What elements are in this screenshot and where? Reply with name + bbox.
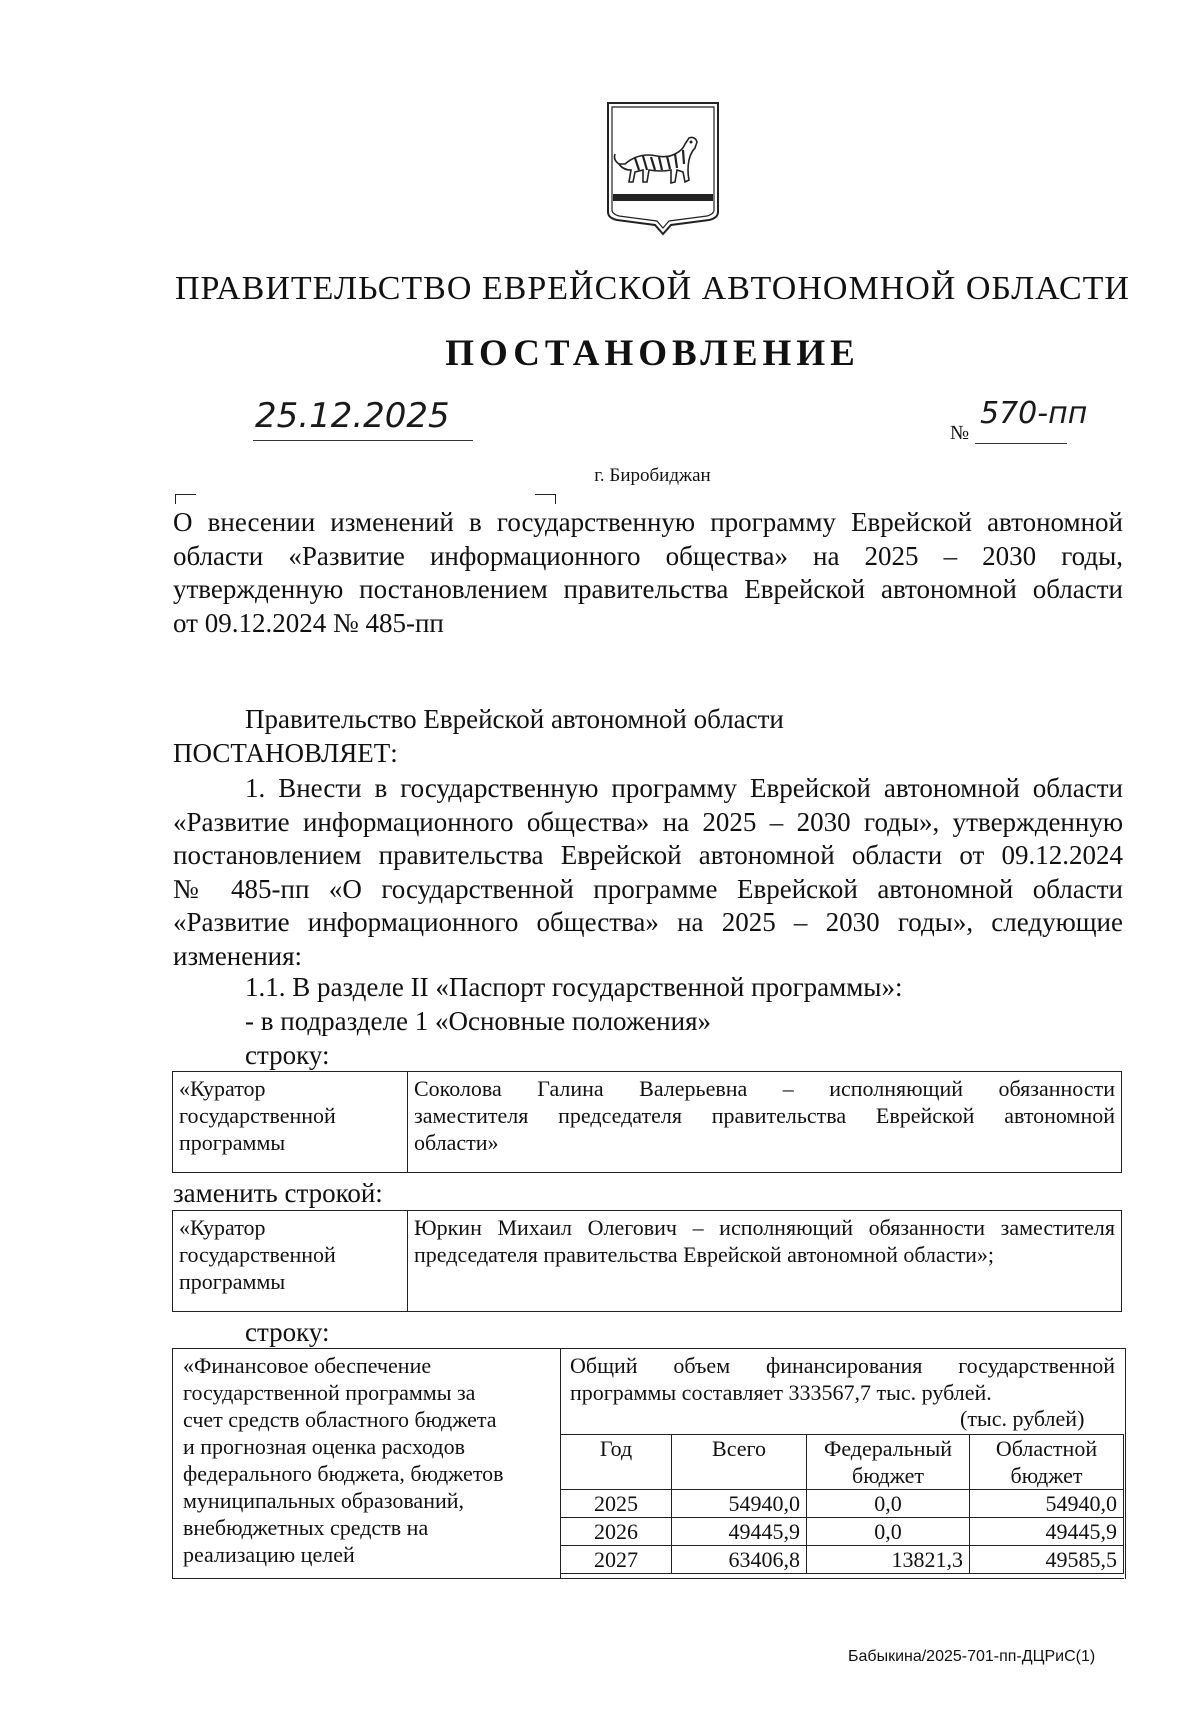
cell-year: 2025 (561, 1490, 672, 1518)
paragraph-line: № 485-пп «О государственной программе Еврейской автономной области (173, 873, 1123, 904)
header-regional: Областной бюджет (970, 1435, 1124, 1490)
cell-line: председателя правительства Еврейской автономной области»; (414, 1242, 995, 1267)
financing-bottom-border (172, 1578, 1124, 1579)
cell-regional: 49445,9 (970, 1518, 1124, 1546)
subject-bracket-left (175, 494, 196, 504)
document-subject (173, 506, 1123, 640)
subject-line: от 09.12.2024 № 485-пп (173, 607, 444, 638)
date-underline (253, 440, 473, 441)
table-cell: «Куратор государственной программы (173, 1072, 408, 1173)
subject-line: О внесении изменений в государственную программу Еврейской автономной (173, 507, 1123, 537)
paragraph-line: постановлением правительства Еврейской автономной области от 09.12.2024 (173, 840, 1123, 870)
cell-federal: 0,0 (807, 1518, 970, 1546)
cell-line: заместителя председателя правительства Еврейской автономной (414, 1103, 1115, 1128)
table-cell (408, 1072, 1122, 1173)
financing-label-line: «Финансовое обеспечение (183, 1353, 432, 1378)
footer-code: Бабыкина/2025-701-пп-ДЦРиС(1) (848, 1648, 1096, 1665)
cell-total: 54940,0 (672, 1490, 807, 1518)
paragraph-1 (173, 772, 1123, 973)
cell-federal: 0,0 (807, 1490, 970, 1518)
new-curator-table (172, 1210, 1122, 1312)
resolves-heading: ПОСТАНОВЛЯЕТ: (173, 738, 398, 768)
city: г. Биробиджан (594, 465, 711, 486)
financing-label (183, 1352, 543, 1568)
coat-of-arms-emblem (605, 100, 721, 238)
government-name: Правительство Еврейской автономной области (245, 704, 784, 734)
cell-regional: 49585,5 (970, 1546, 1124, 1574)
cell-total: 63406,8 (672, 1546, 807, 1574)
financing-years-table (560, 1434, 1124, 1574)
cell-regional: 54940,0 (970, 1490, 1124, 1518)
table-header-row (561, 1435, 1124, 1490)
paragraph-line: изменения: (173, 940, 303, 971)
handwritten-date: 25.12.2025 (255, 396, 450, 436)
table-cell: «Куратор государственной программы (173, 1211, 408, 1312)
row-label-2: строку: (245, 1317, 330, 1347)
financing-label-line: муниципальных образований, (183, 1488, 465, 1513)
paragraph-1-1-subsection: - в подразделе 1 «Основные положения» (245, 1006, 711, 1036)
subject-line: области «Развитие информационного общества» на 2025 – 2030 годы, (173, 540, 1123, 571)
table-row (173, 1072, 1122, 1173)
financing-label-line: счет средств областного бюджета (183, 1407, 497, 1432)
row-label: строку: (245, 1040, 330, 1070)
financing-label-line: и прогнозная оценка расходов (183, 1434, 465, 1459)
subject-bracket-right (535, 494, 556, 504)
cell-line: Соколова Галина Валерьевна – исполняющий обязанности (414, 1076, 1115, 1101)
cell-federal: 13821,3 (807, 1546, 970, 1574)
cell-year: 2027 (561, 1546, 672, 1574)
old-curator-table (172, 1071, 1122, 1173)
subject-line: утвержденную постановлением правительства Еврейской автономной области (173, 574, 1123, 604)
cell-year: 2026 (561, 1518, 672, 1546)
financing-label-line: реализацию целей (183, 1542, 355, 1567)
financing-unit: (тыс. рублей) (960, 1406, 1085, 1431)
financing-total (570, 1352, 1115, 1406)
tiger-icon (615, 138, 698, 184)
replace-label: заменить строкой: (173, 1178, 383, 1208)
paragraph-line: 1. Внести в государственную программу Еврейской автономной области (245, 773, 1123, 803)
cell-line: Юркин Михаил Олегович – исполняющий обязанности заместителя (414, 1215, 1115, 1240)
financing-total-line: Общий объем финансирования государственной (570, 1353, 1115, 1378)
handwritten-number: 570-пп (980, 396, 1088, 431)
header-total: Всего (672, 1435, 807, 1490)
financing-label-line: государственной программы за (183, 1380, 476, 1405)
document-type-title: ПОСТАНОВЛЕНИЕ (445, 333, 860, 374)
financing-label-line: внебюджетных средств на (183, 1515, 429, 1540)
paragraph-line: «Развитие информационного общества» на 2025 – 2030 годы», утвержденную (173, 806, 1123, 837)
number-label: № (950, 422, 970, 444)
financing-label-line: федерального бюджета, бюджетов (183, 1461, 504, 1486)
header-federal: Федеральный бюджет (807, 1435, 970, 1490)
table-row (561, 1490, 1124, 1518)
paragraph-1-1: 1.1. В разделе II «Паспорт государственной программы»: (245, 972, 903, 1002)
table-cell (408, 1211, 1122, 1312)
financing-total-line: программы составляет 333567,7 тыс. рублей. (570, 1380, 992, 1405)
number-underline (975, 443, 1067, 444)
table-row (561, 1546, 1124, 1574)
header-year: Год (561, 1435, 672, 1490)
table-row (173, 1211, 1122, 1312)
organization-title: ПРАВИТЕЛЬСТВО ЕВРЕЙСКОЙ АВТОНОМНОЙ ОБЛАСТИ (174, 270, 1130, 307)
cell-line: области» (414, 1130, 499, 1155)
table-row (561, 1518, 1124, 1546)
cell-total: 49445,9 (672, 1518, 807, 1546)
paragraph-line: «Развитие информационного общества» на 2025 – 2030 годы», следующие (173, 907, 1123, 937)
